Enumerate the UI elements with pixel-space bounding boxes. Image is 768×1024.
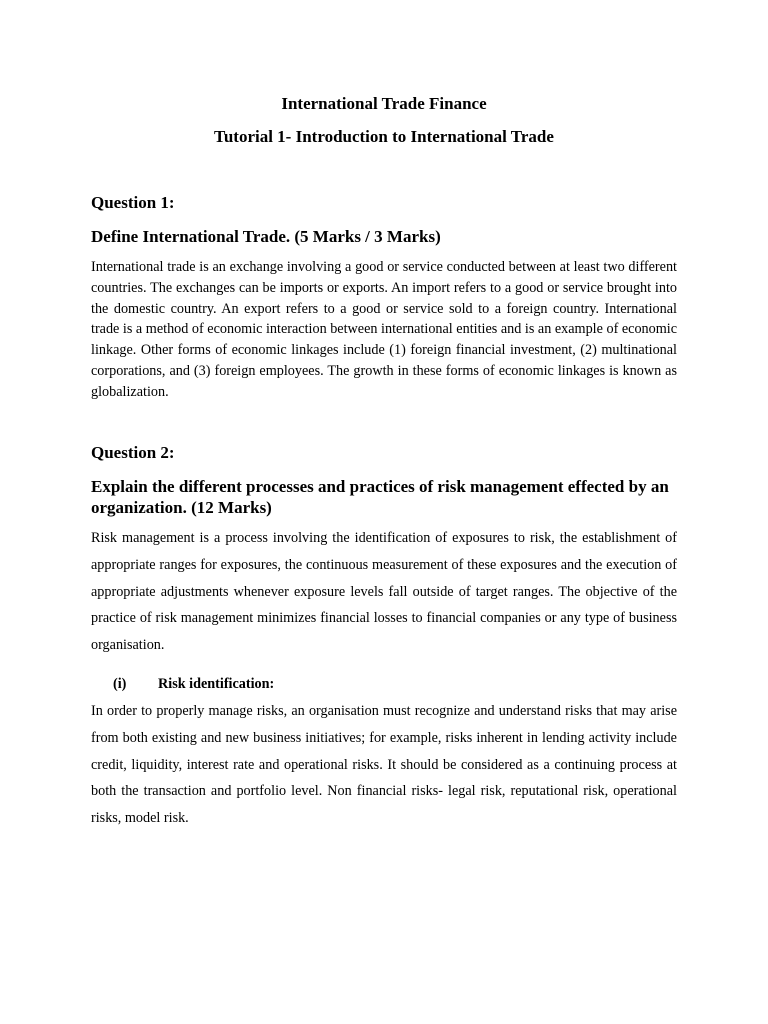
subsection-number: (i) [113,676,127,692]
question-2-answer: Risk management is a process involving the identification of exposures to risk, the establishment of appropriate ranges for exposures, the continuous measurement of these exposures and the execution of appropriate adjustments whenever exposure levels fall outside of target ranges. The objective of the practice of risk management minimizes financial losses to financial companies or any type of business organisation. [91,530,677,654]
subsection-heading [113,675,274,693]
subsection-body: In order to properly manage risks, an organisation must recognize and understand risks that may arise from both existing and new business initiatives; for example, risks inherent in lending activity include credit, liquidity, interest rate and operational risks. It should be considered as a continuing process at both the transaction and portfolio level. Non financial risks- legal risk, reputational risk, operational risks, model risk. [91,703,677,827]
document-title: International Trade Finance [281,94,487,113]
question-1-heading: Define International Trade. (5 Marks / 3 Marks) [91,227,441,246]
document-subtitle: Tutorial 1- Introduction to International Trade [214,127,554,146]
question-1-label: Question 1: [91,193,175,212]
subsection-title: Risk identification: [158,676,275,692]
question-2-heading: Explain the different processes and practices of risk management effected by an organization. (12 Marks) [91,477,669,517]
question-2-label: Question 2: [91,443,175,462]
question-1-answer: International trade is an exchange involving a good or service conducted between at least two different countries. The exchanges can be imports or exports. An import refers to a good or service brought into the domestic country. An export refers to a good or service sold to a foreign country. International trade is a method of economic interaction between international entities and is an example of economic linkage. Other forms of economic linkages include (1) foreign financial investment, (2) multinational corporations, and (3) foreign employees. The growth in these forms of economic linkages is known as globalization. [91,259,677,400]
